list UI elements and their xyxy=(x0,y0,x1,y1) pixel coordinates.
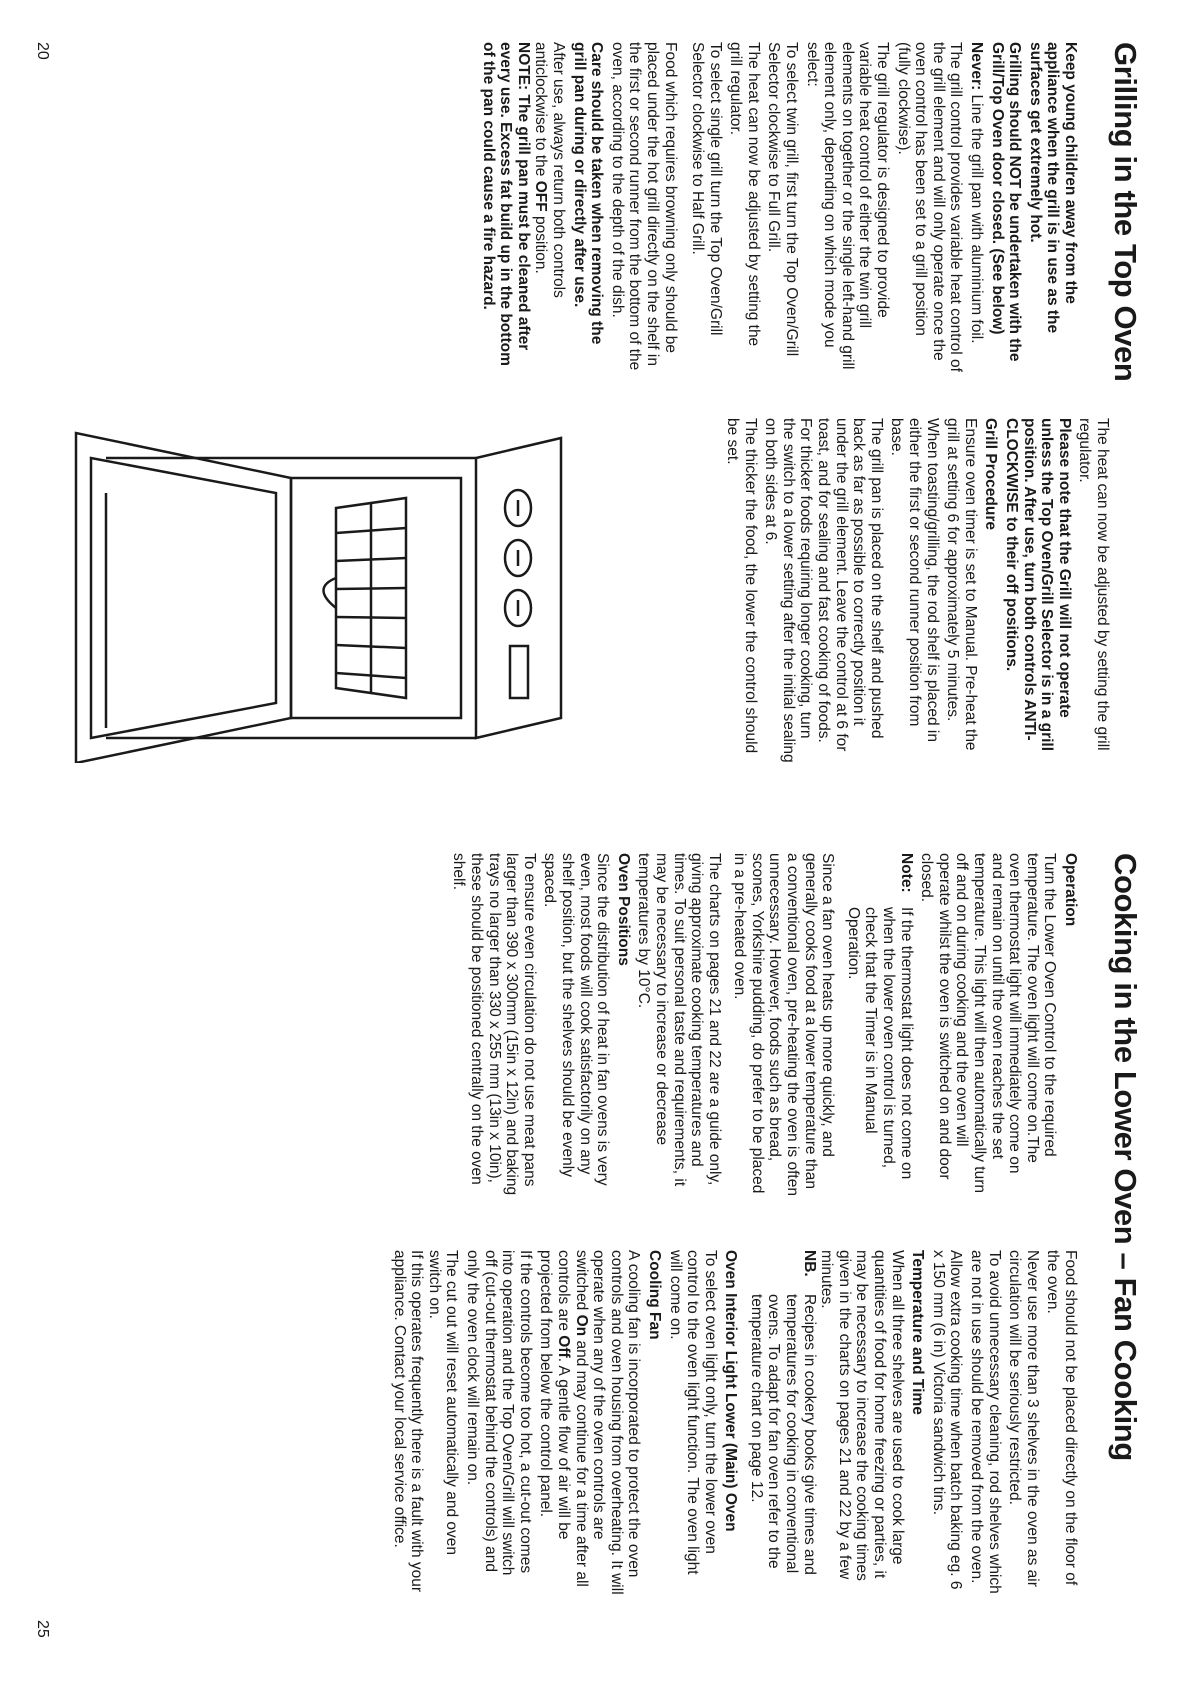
operation-heading: Operation xyxy=(1062,853,1079,927)
fan-text-b: and may continue for a time after all controls are xyxy=(554,1250,590,1587)
note-label: Note: xyxy=(897,853,915,893)
paragraph: Since a fan oven heats up more quickly, and generally cooks food at a lower temperature than a conventional oven, pre-heating the oven is often unnecessary. However, foods such as bread, scones, Yorkshire pudding, do prefer to be placed in a pre-heated oven. xyxy=(731,853,837,1196)
paragraph: The charts on pages 21 and 22 are a guide only, giving approximate cooking temperatures and times. To suit personal taste and requirements, it may be necessary to increase or decrease temperatures by 10°C. xyxy=(635,853,723,1187)
paragraph: The thicker the food, the lower the control should be set. xyxy=(724,418,759,754)
after-use-end: position. xyxy=(532,211,550,274)
off-label: Off xyxy=(554,1335,572,1358)
oven-light-heading: Oven Interior Light Lower (Main) Oven xyxy=(722,1250,740,1532)
never-label: Never: xyxy=(968,42,986,91)
oven-door-inner xyxy=(91,458,276,738)
left-page-number: 20 xyxy=(34,42,51,60)
warning-door: Grilling should NOT be undertaken with the Grill/Top Oven door closed. (See below) xyxy=(988,42,1024,362)
cooling-fan-paragraph xyxy=(537,1250,643,1595)
nb-label: NB. xyxy=(800,1250,818,1277)
left-column-1 xyxy=(476,42,1079,372)
warning-children: Keep young children away from the appliance when the grill is in use as the surfaces get extremely hot. xyxy=(1026,42,1079,334)
paragraph: The cut out will reset automatically and oven switch on. xyxy=(425,1250,461,1555)
paragraph: To select single grill turn the Top Oven/Grill Selector clockwise to Half Grill. xyxy=(689,42,724,336)
paragraph: The grill control provides variable heat control of the grill element and will only operate once the oven control has been set to a grill position (fully clockwise). xyxy=(894,42,965,372)
paragraph: Allow extra cooking time when batch baking eg. 6 x 150 mm (6 in) Victoria sandwich tins. xyxy=(929,1250,965,1590)
right-column-2 xyxy=(387,1250,1079,1595)
care-warning: Care should be taken when removing the grill pan during or directly after use. xyxy=(570,42,606,345)
right-column-1 xyxy=(447,853,1079,1198)
note-text: If the thermostat light does not come on when the lower oven control is turned, check that the Timer is in Manual Operation. xyxy=(844,907,915,1180)
paragraph: The heat can now be adjusted by setting the grill regulator. xyxy=(1076,418,1111,751)
paragraph: When all three shelves are used to cook large quantities of food for home freezing or parties, it may be necessary to increase the cooking times given in the charts on pages 21 and 22 by a few minutes. xyxy=(818,1250,906,1581)
paragraph: When toasting/grilling, the rod shelf is placed in either the first or second runner position from base. xyxy=(888,418,941,742)
paragraph: If this operates frequently there is a fault with your appliance. Contact your local service office. xyxy=(390,1250,426,1593)
after-use-paragraph xyxy=(532,42,567,372)
oven-grill-illustration xyxy=(61,418,576,763)
grill-procedure-heading: Grill Procedure xyxy=(982,418,1000,530)
paragraph: Never use more than 3 shelves in the oven as air circulation will be seriously restricted. xyxy=(1006,1250,1041,1587)
paragraph: Food which requires browning only should be placed under the hot grill directly on the shelf in the first or second runner from the bottom of the oven, according to the depth of the dish. xyxy=(608,42,679,371)
paragraph: To select twin grill, first turn the Top Oven/Grill Selector clockwise to Full Grill. xyxy=(765,42,801,357)
off-label: OFF xyxy=(532,180,550,212)
after-use-text: After use, always return both controls anticlockwise to the xyxy=(532,42,567,298)
paragraph: Turn the Lower Oven Control to the required temperature. The oven light will come on.The oven thermostat light will immediately come on and remain on until the oven reaches the set temperature. This light will then automatically turn off and on during cooking and the oven will operate whilst the oven is switched on and door closed. xyxy=(918,853,1059,1194)
control-panel xyxy=(476,438,561,738)
grill-pan-note: NOTE: The grill pan must be cleaned after every use. Excess fat build up in the bottom of the pan could cause a fire hazard. xyxy=(479,42,532,366)
thermostat-note xyxy=(844,853,914,1198)
on-label: On xyxy=(572,1314,590,1337)
timer-display xyxy=(510,646,528,698)
paragraph: Food should not be placed directly on the floor of the oven. xyxy=(1044,1250,1079,1586)
paragraph: To select oven light only, turn the lower oven control to the oven light function. The oven light will come on. xyxy=(666,1250,719,1575)
fan-text-a: A cooling fan is incorporated to protect the oven controls and oven housing from overheating. It will operate when any of the oven controls are switched xyxy=(572,1250,643,1595)
paragraph: Ensure oven timer is set to Manual. Pre-heat the grill at setting 6 for approximately 5 minutes. xyxy=(944,418,979,751)
grill-selector-notice: Please note that the Grill will not operate unless the Top Oven/Grill Selector is in a grill position. After use, turn both controls ANTI-CLOCKWISE to their off positions. xyxy=(1003,418,1073,752)
paragraph: The grill pan is placed on the shelf and pushed back as far as possible to correctly position it under the grill element. Leave the control at 6 for toast, and for sealing and fast cooking of foods. For thicker foods requiring longer cooking, turn the switch to a lower setting after the initial sealing on both sides at 6. xyxy=(762,418,885,763)
paragraph: The heat can now be adjusted by setting the grill regulator. xyxy=(727,42,762,347)
paragraph: The grill regulator is designed to provide variable heat control of either the twin grill elements on together or the single left-hand grill element only, depending on which mode you select: xyxy=(803,42,892,370)
never-text: Line the grill pan with aluminium foil. xyxy=(968,90,986,344)
paragraph: If the controls become too hot, a cut-out comes into operation and the Top Oven/Grill will switch off (cut-out thermostat behind the controls) and only the oven clock will remain on. xyxy=(464,1250,534,1576)
oven-illustration-svg xyxy=(61,418,576,763)
cooling-fan-heading: Cooling Fan xyxy=(645,1250,663,1340)
left-column-2 xyxy=(721,418,1111,763)
temperature-time-heading: Temperature and Time xyxy=(909,1250,927,1415)
paragraph: Since the distribution of heat in fan ovens is very even, most foods will cook satisfactorily on any shelf position, but the shelves should be evenly spaced. xyxy=(541,853,612,1186)
nb-text: Recipes in cookery books give times and temperatures for cooking in conventional ovens. To adapt for fan oven refer to the temperature chart on page 12. xyxy=(747,1294,818,1575)
never-paragraph xyxy=(967,42,985,372)
left-page-title: Grilling in the Top Oven xyxy=(1108,42,1143,382)
paragraph: To avoid unnecessary cleaning, rod shelves which are not in use should be removed from the oven. xyxy=(968,1250,1003,1594)
oven-cavity xyxy=(291,478,461,718)
grill-pan-handle xyxy=(324,578,337,608)
oven-positions-heading: Oven Positions xyxy=(614,853,632,966)
oven-door xyxy=(76,433,291,763)
nb-note xyxy=(747,1250,817,1595)
fan-text-c: . A gentle flow of air will be projected from below the control panel. xyxy=(537,1250,572,1540)
right-page-number: 25 xyxy=(34,1620,51,1638)
paragraph: To ensure even circulation do not use meat pans larger than 390 x 300mm (15in x 12in) and baking trays no larger than 330 x 255 mm (13in x 10in), these should be positioned centrally on the oven shelf. xyxy=(450,853,538,1196)
right-page-title: Cooking in the Lower Oven – Fan Cooking xyxy=(1108,853,1143,1461)
